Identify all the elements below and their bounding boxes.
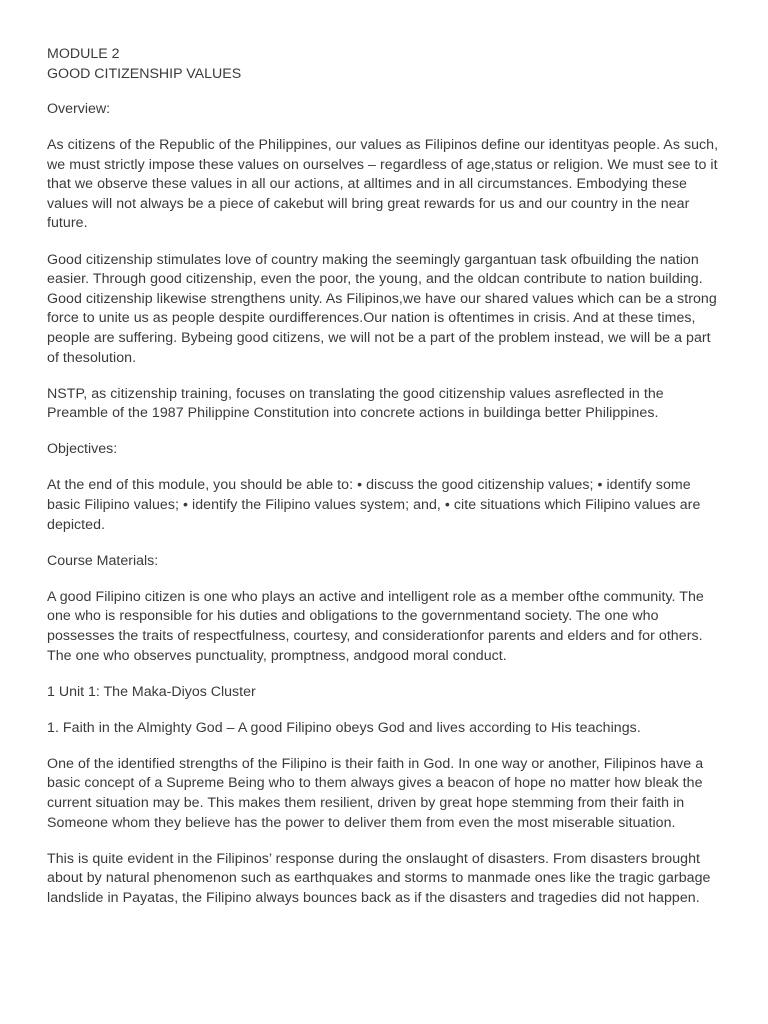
overview-label: Overview:: [47, 101, 111, 117]
overview-paragraph-2: Good citizenship stimulates love of country making the seemingly gargantuan task ofbuilding the nation easier. Through good citizenship, even the poor, the young, and the oldcan contribute to nation building. Good citizenship likewise strengthens unity. As Filipinos,we have our shared values which can be a strong force to unite us as people despite ourdifferences.Our nation is oftentimes in crisis. And at these times, people are suffering. Bybeing good citizens, we will not be a part of the problem instead, we will be a part of thesolution.: [47, 251, 717, 366]
objectives-label: Objectives:: [47, 441, 118, 458]
module-title: GOOD CITIZENSHIP VALUES: [47, 66, 242, 82]
unit-label: 1 Unit 1: The Maka-Diyos Cluster: [47, 683, 256, 700]
overview-paragraph-1: As citizens of the Republic of the Philippines, our values as Filipinos define our identityas people. As such, we must strictly impose these values on ourselves – regardless of age,status or religion. We must see to it that we observe these values in all our actions, at alltimes and in all circumstances. Embodying these values will not always be a piece of cakebut will bring great rewards for us and our country in the near future.: [47, 137, 719, 232]
unit-item-1: 1. Faith in the Almighty God – A good Filipino obeys God and lives according to His teachings.: [47, 719, 641, 736]
course-materials-text: A good Filipino citizen is one who plays an active and intelligent role as a member ofthe community. The one who is responsible for his duties and obligations to the governmentand society. The one who possesses the traits of respectfulness, courtesy, and considerationfor parents and elders and for others. The one who observes punctuality, promptness, andgood moral conduct.: [47, 588, 704, 664]
objectives-text: At the end of this module, you should be able to: • discuss the good citizenship values; • identify some basic Filipino values; • identify the Filipino values system; and, • cite situations which Filipino values are depicted.: [47, 477, 701, 533]
unit-paragraph-2: This is quite evident in the Filipinos’ response during the onslaught of disasters. From disasters brought about by natural phenomenon such as earthquakes and storms to manmade ones like the tragic garbage landslide in Payatas, the Filipino always bounces back as if the disasters and tragedies did not happen.: [47, 850, 711, 906]
module-number: MODULE 2: [47, 46, 120, 62]
course-materials-label: Course Materials:: [47, 552, 159, 569]
overview-paragraph-3: NSTP, as citizenship training, focuses on translating the good citizenship values asreflected in the Preamble of the 1987 Philippine Constitution into concrete actions in buildinga better Philippines.: [47, 385, 664, 422]
unit-paragraph-1: One of the identified strengths of the Filipino is their faith in God. In one way or another, Filipinos have a basic concept of a Supreme Being who to them always gives a beacon of hope no matter how bleak the current situation may be. This makes them resilient, driven by great hope stemming from their faith in Someone whom they believe has the power to deliver them from even the most miserable situation.: [47, 755, 704, 831]
module-heading: [47, 44, 724, 84]
